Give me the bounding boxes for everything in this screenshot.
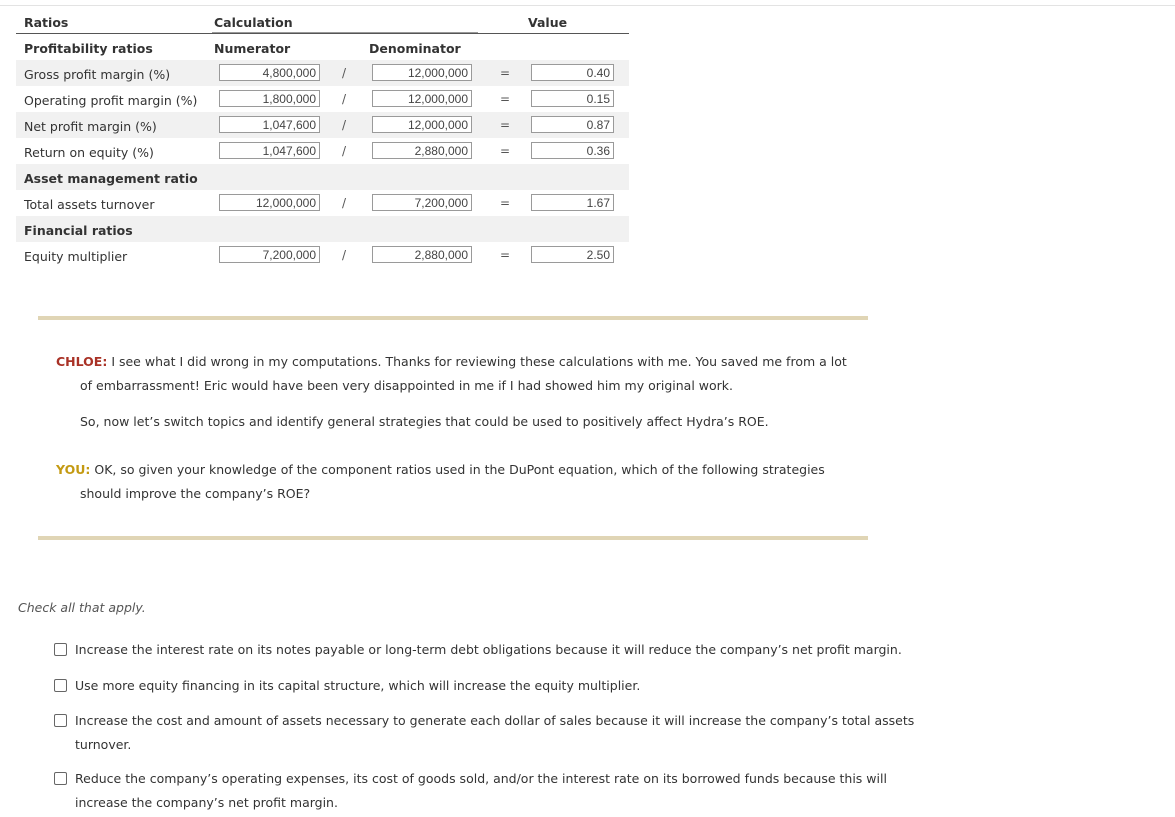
table-row: [16, 190, 629, 216]
top-divider: [0, 5, 1175, 6]
option-text-4: Reduce the company’s operating expenses, its cost of goods sold, and/or the interest rate on its borrowed funds because this will increase the company’s net profit margin.: [75, 771, 887, 810]
table-row: [16, 60, 629, 86]
value-header: Value: [528, 15, 568, 30]
equals-sign: =: [500, 196, 511, 210]
checkbox-option-4[interactable]: [54, 772, 67, 785]
denominator-input[interactable]: 12,000,000: [372, 90, 472, 107]
chloe-speaker: CHLOE:: [56, 354, 108, 369]
you-dialogue: [56, 458, 856, 506]
ratio-label: Equity multiplier: [24, 249, 128, 264]
ratio-label: Total assets turnover: [24, 197, 155, 212]
ratio-table: [16, 10, 629, 268]
section-label-financial: Financial ratios: [24, 223, 133, 238]
option-text-2: Use more equity financing in its capital structure, which will increase the equity multiplier.: [75, 678, 641, 693]
numerator-input[interactable]: 1,047,600: [219, 142, 320, 159]
equals-sign: =: [500, 248, 511, 262]
divide-sign: /: [342, 248, 347, 262]
chloe-line-2: So, now let’s switch topics and identify general strategies that could be used to positively affect Hydra’s ROE.: [80, 414, 769, 429]
section-label-asset-management: Asset management ratio: [24, 171, 198, 186]
denominator-input[interactable]: 12,000,000: [372, 64, 472, 81]
section-row-financial: [16, 216, 629, 242]
section-label-profitability: Profitability ratios: [24, 41, 153, 56]
checkbox-option-3[interactable]: [54, 714, 67, 727]
value-input[interactable]: 0.36: [531, 142, 614, 159]
numerator-input[interactable]: 1,800,000: [219, 90, 320, 107]
dialogue-top-rule: [38, 316, 868, 320]
option-text-1: Increase the interest rate on its notes payable or long-term debt obligations because it will reduce the company’s net profit margin.: [75, 642, 902, 657]
calculation-header: Calculation: [214, 15, 293, 30]
option-text-3: Increase the cost and amount of assets necessary to generate each dollar of sales because it will increase the company’s total assets turnover.: [75, 713, 915, 752]
chloe-dialogue: [56, 350, 856, 434]
numerator-input[interactable]: 1,047,600: [219, 116, 320, 133]
answer-option-4[interactable]: [54, 767, 924, 815]
answer-option-1[interactable]: [54, 638, 924, 662]
divide-sign: /: [342, 92, 347, 106]
divide-sign: /: [342, 144, 347, 158]
value-input[interactable]: 0.15: [531, 90, 614, 107]
you-speaker: YOU:: [56, 462, 91, 477]
ratio-label: Operating profit margin (%): [24, 93, 198, 108]
numerator-input[interactable]: 4,800,000: [219, 64, 320, 81]
dialogue-bottom-rule: [38, 536, 868, 540]
table-header-row: [16, 10, 629, 34]
equals-sign: =: [500, 66, 511, 80]
denominator-input[interactable]: 2,880,000: [372, 142, 472, 159]
equals-sign: =: [500, 144, 511, 158]
ratio-label: Gross profit margin (%): [24, 67, 171, 82]
numerator-input[interactable]: 7,200,000: [219, 246, 320, 263]
numerator-input[interactable]: 12,000,000: [219, 194, 320, 211]
ratios-header: Ratios: [24, 15, 69, 30]
value-input[interactable]: 0.87: [531, 116, 614, 133]
ratio-label: Return on equity (%): [24, 145, 154, 160]
table-row: [16, 86, 629, 112]
question-instruction: Check all that apply.: [18, 600, 146, 615]
answer-option-3[interactable]: [54, 709, 924, 757]
answer-option-2[interactable]: [54, 674, 924, 698]
denominator-input[interactable]: 7,200,000: [372, 194, 472, 211]
numerator-header: Numerator: [214, 41, 291, 56]
checkbox-option-2[interactable]: [54, 679, 67, 692]
checkbox-option-1[interactable]: [54, 643, 67, 656]
value-input[interactable]: 2.50: [531, 246, 614, 263]
equals-sign: =: [500, 118, 511, 132]
ratio-label: Net profit margin (%): [24, 119, 157, 134]
divide-sign: /: [342, 196, 347, 210]
section-row-profitability: [16, 34, 629, 60]
divide-sign: /: [342, 66, 347, 80]
denominator-input[interactable]: 2,880,000: [372, 246, 472, 263]
table-row: [16, 242, 629, 268]
value-input[interactable]: 0.40: [531, 64, 614, 81]
divide-sign: /: [342, 118, 347, 132]
denominator-header: Denominator: [369, 41, 461, 56]
you-line: OK, so given your knowledge of the component ratios used in the DuPont equation, which of the following strategies should improve the company’s ROE?: [80, 462, 825, 501]
value-input[interactable]: 1.67: [531, 194, 614, 211]
table-row: [16, 112, 629, 138]
chloe-line-1: I see what I did wrong in my computations. Thanks for reviewing these calculations with me. You saved me from a lot of embarrassment! Eric would have been very disappointed in me if I had showed him my original work.: [80, 354, 847, 393]
table-row: [16, 138, 629, 164]
denominator-input[interactable]: 12,000,000: [372, 116, 472, 133]
section-row-asset-management: [16, 164, 629, 190]
equals-sign: =: [500, 92, 511, 106]
